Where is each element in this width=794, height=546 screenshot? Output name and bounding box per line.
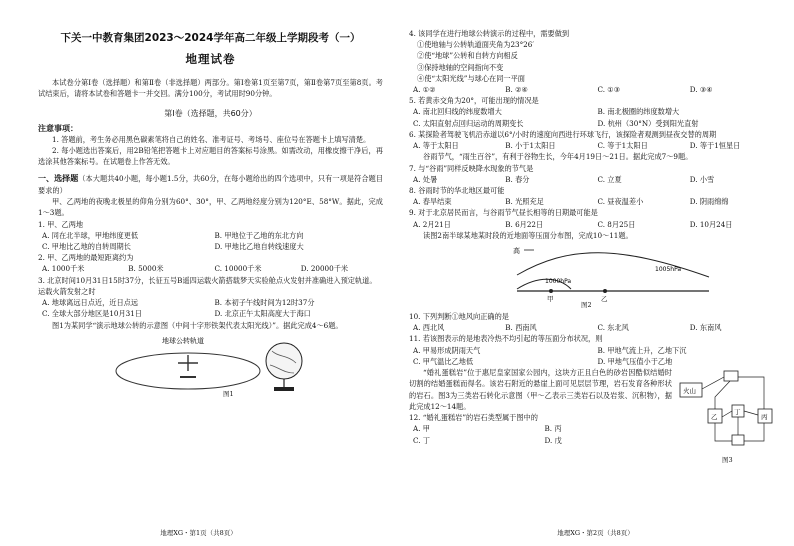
isobar-figure <box>409 241 769 310</box>
notice-1: 1. 答题前，考生务必用黑色碳素笔将自己的姓名、准考证号、考场号、座位号在答题卡上填写清楚。 <box>52 134 371 144</box>
box-top <box>724 371 738 381</box>
exam-intro: 本试卷分第Ⅰ卷（选择题）和第Ⅱ卷（非选择题）两部分。第Ⅰ卷第1页至第7页，第Ⅱ卷第7页至第8页。考试结束后，请将本试卷和答题卡一并交回。满分100分，考试用时90分钟。 <box>38 78 383 99</box>
notice-2: 2. 每小题选出答案后，用2B铅笔把答题卡上对应题目的答案标号涂黑。如需改动，用橡皮擦干净后，再选涂其他答案标号。在试题卷上作答无效。 <box>38 145 383 167</box>
question-4-stem: 4. 该同学在进行地球公转演示的过程中，需要做到 <box>409 29 570 38</box>
globe-icon <box>266 343 302 379</box>
question-5-options <box>409 106 778 128</box>
question-5-stem: 5. 若黄赤交角为20°，可能出现的情况是 <box>409 96 539 106</box>
section1-desc: （本大题共40小题，每小题1.5分，共60分，在每小题给出的四个选项中，只有一项是符合题目要求的） <box>38 174 384 195</box>
option[interactable]: C. 立夏 <box>597 174 622 184</box>
question-10-stem: 10. 下列判断①地风向正确的是 <box>409 312 509 322</box>
figure-2-caption: 图2 <box>581 301 592 310</box>
option[interactable]: D. 杭州（30°N）受到阳光直射 <box>597 118 699 128</box>
option[interactable]: B. 丙 <box>544 424 562 434</box>
exam-subtitle: 地理试卷 <box>185 52 236 66</box>
material-2: 图1为某同学“演示地球公转的示意图（中间十字形铁架代表太阳光线）”。据此完成4～6题。 <box>52 320 343 330</box>
option[interactable]: A. 1000千米 <box>42 264 85 274</box>
option[interactable]: D. 等于1恒星日 <box>689 141 741 151</box>
svg-text:丙: 丙 <box>761 413 768 422</box>
material-3: 谷雨节气，“雨生百谷”，有利于谷物生长，今年4月19日～21日。据此完成7～9题。 <box>423 152 693 162</box>
option[interactable]: D. 北京正午太阳高度大于海口 <box>214 309 311 319</box>
material-1: 甲、乙两地的夜晚北极星的仰角分别为60°、30°，甲、乙两地经度分别为120°E、58°W。据此，完成1～3题。 <box>38 197 383 218</box>
option[interactable]: A. 地球离远日点近，近日点远 <box>42 298 139 308</box>
question-11-options <box>409 345 778 367</box>
isobar-1005 <box>517 253 709 277</box>
question-6-options <box>409 140 778 151</box>
point-b <box>603 289 607 293</box>
option[interactable]: A. 甲易形成阴雨天气 <box>413 345 481 355</box>
option[interactable]: B. 甲地位于乙地的东北方向 <box>214 230 304 240</box>
option[interactable]: A. 2月21日 <box>413 219 451 229</box>
option[interactable]: C. 等于1太阳日 <box>597 141 648 151</box>
option[interactable]: D. 戊 <box>544 435 562 445</box>
material-5: “婚礼蛋糕岩”位于惠尼皇家国家公园内，这块方正且白色的砂岩因酷似结婚时切割的结婚蛋糕而得名。该岩石附近的悬崖上面可见层层节理，岩石发育各种形状的岩石。图3为三类岩石转化示意图（甲～乙表示三类岩石以及岩浆、沉积物），据此完成12～14题。 <box>409 368 672 411</box>
section1-header <box>38 173 383 196</box>
question-8-options <box>409 196 778 207</box>
question-4-options <box>409 84 778 95</box>
question-8-stem: 8. 谷雨时节的华北地区最可能 <box>409 185 505 195</box>
question-3-stem: 3. 北京时间10月31日15时37分，长征五号B遥四运载火箭搭载梦天实验舱点火发射并准确进入预定轨道。运载火箭发射之时 <box>38 275 377 296</box>
option[interactable]: C. 甲气温比乙地低 <box>413 356 474 366</box>
option[interactable]: A. ①② <box>413 85 436 95</box>
option[interactable]: A. 春旱结束 <box>413 197 452 207</box>
part1-heading: 第Ⅰ卷（选择题，共60分） <box>164 108 257 118</box>
option[interactable]: D. 东南风 <box>689 323 722 333</box>
point-a <box>549 289 553 293</box>
question-7-stem: 7. 与“谷雨”同样反映降水现象的节气是 <box>409 163 534 173</box>
option[interactable]: C. 太阳直射点回归运动的周期变长 <box>413 118 524 128</box>
option[interactable]: B. 小于1太阳日 <box>505 141 556 151</box>
svg-text:乙: 乙 <box>711 413 718 422</box>
question-2-stem: 2. 甲、乙两地的最短距离约为 <box>38 253 134 263</box>
svg-text:丁: 丁 <box>734 408 741 417</box>
figure-3 <box>678 367 778 463</box>
orbit-label: 地球公转轨道 <box>162 336 204 345</box>
option[interactable]: C. 甲地比乙地的自转周期长 <box>42 242 131 252</box>
option[interactable]: D. 小雪 <box>689 174 715 184</box>
option[interactable]: D. 甲地比乙地自转线速度大 <box>214 242 304 252</box>
question-2-options <box>38 263 383 274</box>
option[interactable]: B. 南北极圈的纬度数增大 <box>597 107 680 117</box>
option[interactable]: B. 春分 <box>505 174 530 184</box>
exam-title: 下关一中教育集团2023～2024学年高二年级上学期段考（一） <box>60 32 361 44</box>
option[interactable]: A. 甲 <box>413 424 430 434</box>
option[interactable]: B. 本初子午线时间为12时37分 <box>214 298 315 308</box>
page-footer: 地理XG・第1页（共8页） <box>160 529 237 537</box>
rock-cycle-figure <box>678 367 778 455</box>
question-6-stem: 6. 某探险者驾驶飞机沿赤道以6°/小时的速度向西进行环球飞行，该探险者观测到昼夜交替的周期 <box>409 129 717 139</box>
height-label: 高 <box>513 247 520 256</box>
figure-1 <box>38 333 383 399</box>
option[interactable]: B. 光照充足 <box>505 197 544 207</box>
question-12-stem: 12. “婚礼蛋糕岩”的岩石类型属于图中的 <box>409 413 538 423</box>
svg-text:甲: 甲 <box>547 295 554 304</box>
box-bottom <box>732 435 744 445</box>
option[interactable]: D. 20000千米 <box>300 264 349 274</box>
option[interactable]: D. 10月24日 <box>689 219 733 229</box>
option[interactable]: C. ①③ <box>597 85 621 95</box>
option[interactable]: D. ③④ <box>689 85 713 95</box>
option[interactable]: A. 西北风 <box>413 323 445 333</box>
figure-3-caption: 图3 <box>722 456 733 465</box>
option[interactable]: C. 全球大部分地区是10月31日 <box>42 309 142 319</box>
option[interactable]: B. 甲地气流上升，乙地下沉 <box>597 345 687 355</box>
question-12-options <box>409 423 672 445</box>
option[interactable]: A. 同在北半球，甲地纬度更低 <box>42 230 139 240</box>
option[interactable]: A. 处暑 <box>413 174 438 184</box>
option[interactable]: C. 东北风 <box>597 323 629 333</box>
option[interactable]: D. 阴雨绵绵 <box>689 197 729 207</box>
notice-heading: 注意事项： <box>38 123 78 133</box>
question-1-stem: 1. 甲、乙两地 <box>38 219 84 229</box>
section1-heading: 一、选择题 <box>38 174 79 184</box>
question-3-options <box>38 297 383 319</box>
option[interactable]: D. 甲地气压值小于乙地 <box>597 356 673 366</box>
page-footer: 地理XG・第2页（共8页） <box>557 529 634 537</box>
question-9-stem: 9. 对于北京居民而言，与谷雨节气昼长相等的日期最可能是 <box>409 208 598 218</box>
earth-orbit-figure <box>38 333 383 393</box>
option[interactable]: A. 等于太阳日 <box>413 141 459 151</box>
question-4-item: ③保持地轴的空间指向不变 <box>417 62 504 72</box>
option[interactable]: C. 昼夜温差小 <box>597 197 644 207</box>
svg-text:乙: 乙 <box>601 295 608 304</box>
question-10-options <box>409 322 778 333</box>
question-1-options <box>38 230 383 252</box>
question-12-block <box>409 367 778 463</box>
exam-page-2 <box>397 0 794 546</box>
option[interactable]: B. ②④ <box>505 85 528 95</box>
question-11-stem: 11. 若该图表示的是地表冷热不均引起的等压面分布状况，则 <box>409 334 603 344</box>
option[interactable]: B. 6月22日 <box>505 219 544 229</box>
option[interactable]: C. 丁 <box>413 435 430 445</box>
question-7-options <box>409 174 778 185</box>
material-4: 读图2南半球某地某时段的近地面等压面分布图，完成10～11题。 <box>423 230 633 240</box>
option[interactable]: A. 南北回归线的纬度数增大 <box>413 107 502 117</box>
option[interactable]: B. 5000米 <box>128 264 164 274</box>
question-4-item: ②使“地球”公转和自转方向相反 <box>417 51 518 61</box>
svg-text:火山: 火山 <box>683 387 696 396</box>
question-4-item: ④使“太阳光线”与球心在同一平面 <box>417 73 525 83</box>
option[interactable]: C. 8月25日 <box>597 219 636 229</box>
question-4-item: ①使地轴与公转轨道面夹角为23°26′ <box>417 40 534 50</box>
figure-1-caption: 图1 <box>223 389 234 398</box>
svg-text:1005hPa: 1005hPa <box>655 266 682 274</box>
option[interactable]: C. 10000千米 <box>214 264 262 274</box>
question-9-options <box>409 219 778 230</box>
option[interactable]: B. 西南风 <box>505 323 537 333</box>
svg-text:1000hPa: 1000hPa <box>545 278 572 286</box>
figure-2 <box>409 241 778 310</box>
